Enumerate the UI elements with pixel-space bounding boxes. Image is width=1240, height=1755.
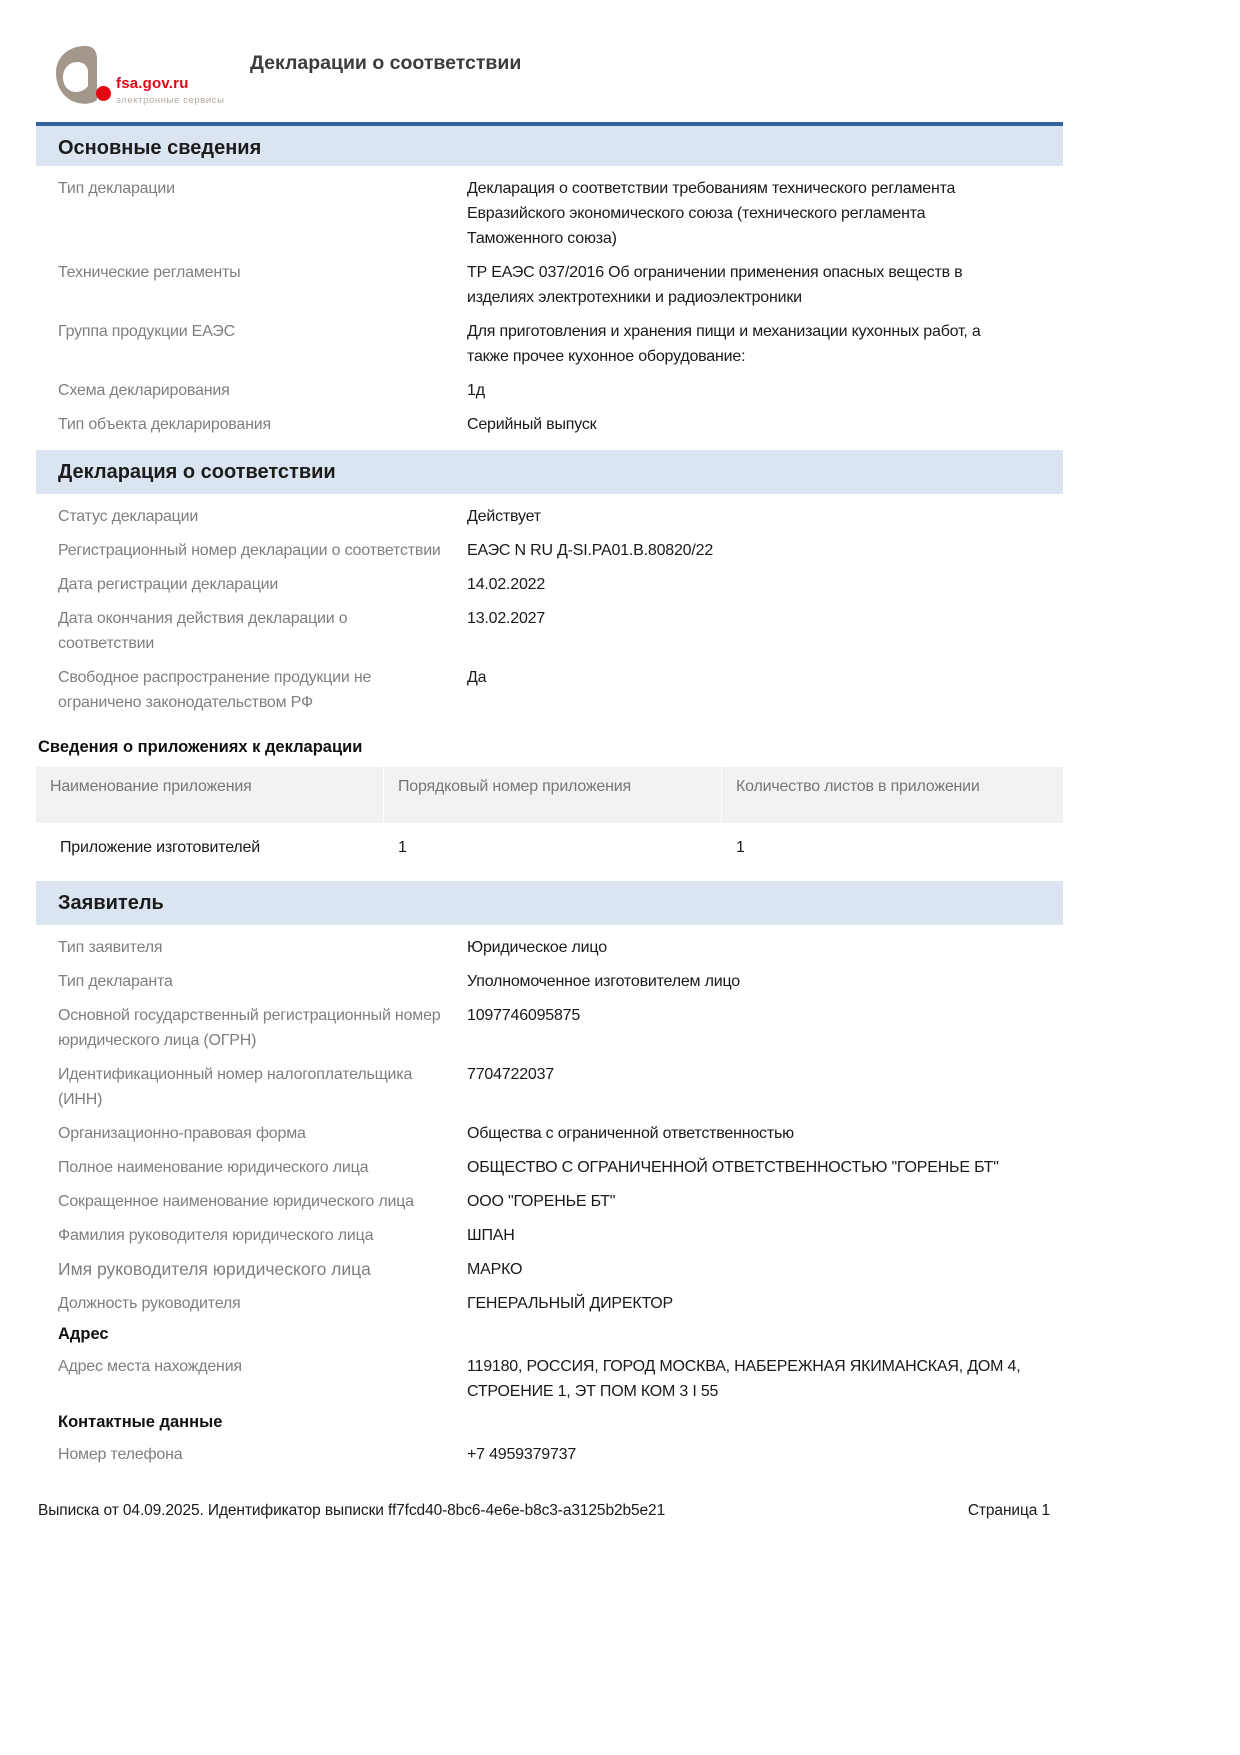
- field-label: Полное наименование юридического лица: [58, 1159, 369, 1176]
- field-label: Тип объекта декларирования: [58, 416, 271, 433]
- field-value: Декларация о соответствии требованиям технического регламента Евразийского экономического союза (технического регламента Таможенного союза): [467, 180, 956, 247]
- table-cell-name: Приложение изготовителей: [60, 839, 260, 856]
- attachments-block: [36, 738, 1063, 875]
- field-row: [36, 260, 1063, 310]
- field-row: [36, 606, 1063, 656]
- field-row: [36, 504, 1063, 529]
- field-value: МАРКО: [467, 1261, 523, 1278]
- field-label: Организационно-правовая форма: [58, 1125, 306, 1142]
- field-value: ШПАН: [467, 1227, 515, 1244]
- field-label: Свободное распространение продукции не ограничено законодательством РФ: [58, 669, 372, 711]
- field-row: [36, 1223, 1063, 1248]
- field-value: Действует: [467, 508, 541, 525]
- field-value: Для приготовления и хранения пищи и механизации кухонных работ, а также прочее кухонное оборудование:: [467, 323, 981, 365]
- page-title: Декларации о соответствии: [250, 52, 522, 74]
- field-value: 1097746095875: [467, 1007, 581, 1024]
- field-label: Тип декларанта: [58, 973, 173, 990]
- field-value: Общества с ограниченной ответственностью: [467, 1125, 794, 1142]
- section-main-body: [36, 166, 1063, 450]
- document-content: [36, 122, 1063, 1480]
- section-header-declaration: Декларация о соответствии: [36, 450, 1063, 494]
- field-row: [36, 1257, 1063, 1282]
- fsa-logo: [56, 44, 236, 110]
- field-label: Технические регламенты: [58, 264, 241, 281]
- field-row: [36, 1155, 1063, 1180]
- field-row: [36, 412, 1063, 437]
- field-label: Сокращенное наименование юридического лица: [58, 1193, 414, 1210]
- section-declaration-body: [36, 494, 1063, 728]
- field-label: Идентификационный номер налогоплательщика (ИНН): [58, 1066, 413, 1108]
- field-label: Схема декларирования: [58, 382, 230, 399]
- table-header-cell: Порядковый номер приложения: [384, 767, 721, 823]
- field-value: 1д: [467, 382, 485, 399]
- field-value: Серийный выпуск: [467, 416, 597, 433]
- field-value: 119180, РОССИЯ, ГОРОД МОСКВА, НАБЕРЕЖНАЯ ЯКИМАНСКАЯ, ДОМ 4, СТРОЕНИЕ 1, ЭТ ПОМ КОМ 3 I 55: [467, 1358, 1021, 1400]
- field-label: Фамилия руководителя юридического лица: [58, 1227, 374, 1244]
- field-label: Должность руководителя: [58, 1295, 241, 1312]
- field-value: Юридическое лицо: [467, 939, 607, 956]
- field-row: [36, 572, 1063, 597]
- field-row: [36, 1354, 1063, 1404]
- section-applicant-body: [36, 925, 1063, 1480]
- table-header-cell: Наименование приложения: [36, 767, 383, 823]
- field-row: [36, 1121, 1063, 1146]
- field-label: Статус декларации: [58, 508, 199, 525]
- field-row: [36, 176, 1063, 251]
- field-row: [36, 1291, 1063, 1316]
- field-row: [36, 538, 1063, 563]
- field-value: 14.02.2022: [467, 576, 546, 593]
- fsa-brand-subtitle: электронные сервисы: [116, 95, 225, 106]
- field-value: ГЕНЕРАЛЬНЫЙ ДИРЕКТОР: [467, 1295, 674, 1312]
- field-label: Адрес места нахождения: [58, 1358, 242, 1375]
- field-label: Номер телефона: [58, 1446, 183, 1463]
- field-label: Регистрационный номер декларации о соответствии: [58, 542, 441, 559]
- fsa-logo-dot-icon: [96, 86, 111, 101]
- field-row: [36, 1003, 1063, 1053]
- table-header-cell: Количество листов в приложении: [722, 767, 1063, 823]
- field-row: [36, 935, 1063, 960]
- section-header-main: Основные сведения: [36, 122, 1063, 166]
- table-cell-sheets: 1: [736, 839, 745, 856]
- field-value: ЕАЭС N RU Д-SI.PA01.B.80820/22: [467, 542, 714, 559]
- footer-extract-info: Выписка от 04.09.2025. Идентификатор выписки ff7fcd40-8bc6-4e6e-b8c3-a3125b2b5e21: [38, 1502, 666, 1519]
- address-heading: Адрес: [58, 1325, 109, 1343]
- field-value: 13.02.2027: [467, 610, 546, 627]
- footer-page-number: Страница 1: [967, 1502, 1050, 1519]
- field-value: Да: [467, 669, 487, 686]
- field-row: [36, 319, 1063, 369]
- fsa-logo-a-icon: [56, 46, 102, 109]
- field-label: Имя руководителя юридического лица: [58, 1259, 371, 1279]
- field-row: [36, 665, 1063, 715]
- contacts-heading: Контактные данные: [58, 1413, 223, 1431]
- field-value: 7704722037: [467, 1066, 554, 1083]
- table-cell-number: 1: [398, 839, 407, 856]
- field-value: Уполномоченное изготовителем лицо: [467, 973, 740, 990]
- field-label: Тип заявителя: [58, 939, 163, 956]
- field-label: Группа продукции ЕАЭС: [58, 323, 235, 340]
- fsa-brand-text: fsa.gov.ru: [116, 75, 189, 92]
- page-footer: [38, 1502, 1050, 1520]
- field-label: Дата регистрации декларации: [58, 576, 279, 593]
- field-row: [36, 1442, 1063, 1467]
- attachments-table-header: [36, 767, 1063, 823]
- page-header: [0, 0, 1240, 122]
- field-row: [36, 378, 1063, 403]
- field-label: Тип декларации: [58, 180, 175, 197]
- field-label: Дата окончания действия декларации о соответствии: [58, 610, 348, 652]
- attachments-title: Сведения о приложениях к декларации: [38, 738, 363, 756]
- field-row: [36, 969, 1063, 994]
- field-value: ОБЩЕСТВО С ОГРАНИЧЕННОЙ ОТВЕТСТВЕННОСТЬЮ "ГОРЕНЬЕ БТ": [467, 1159, 999, 1176]
- field-label: Основной государственный регистрационный номер юридического лица (ОГРН): [58, 1007, 441, 1049]
- section-header-applicant: Заявитель: [36, 881, 1063, 925]
- field-value: ООО "ГОРЕНЬЕ БТ": [467, 1193, 616, 1210]
- table-row: [36, 823, 1063, 875]
- field-row: [36, 1062, 1063, 1112]
- field-value: +7 4959379737: [467, 1446, 577, 1463]
- field-value: ТР ЕАЭС 037/2016 Об ограничении применения опасных веществ в изделиях электротехники и радиоэлектроники: [467, 264, 963, 306]
- field-row: [36, 1189, 1063, 1214]
